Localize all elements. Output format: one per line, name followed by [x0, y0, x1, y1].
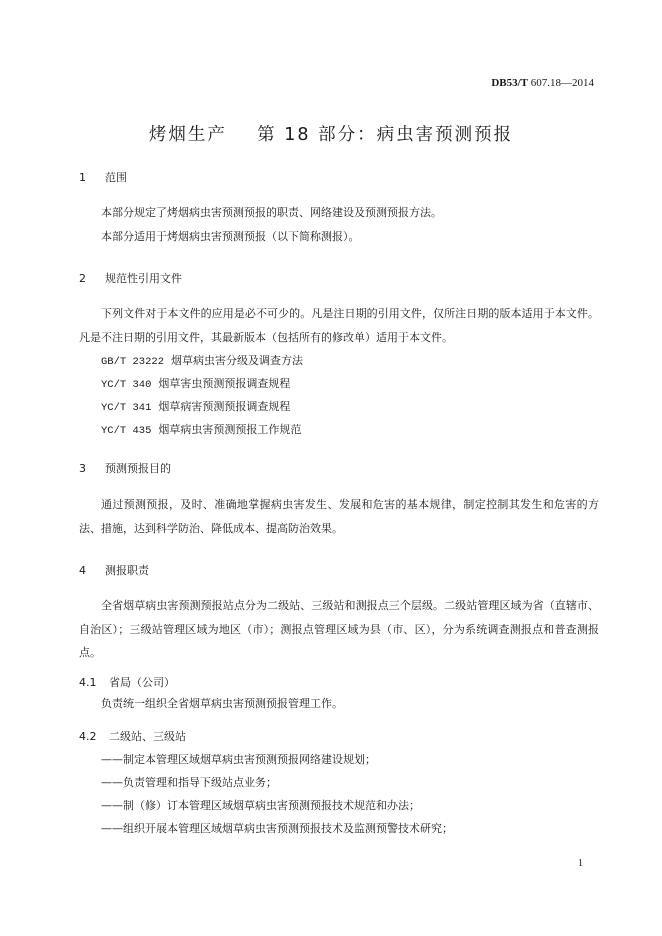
subsection-4-1-heading	[79, 674, 175, 690]
section-number: 4	[79, 564, 86, 577]
section-title: 测报职责	[105, 564, 149, 577]
paragraph: 全省烟草病虫害预测预报站点分为二级站、三级站和测报点三个层级。二级站管理区域为省（直辖市、自治区）；三级站管理区域为地区（市）；测报点管理区域为县（市、区），分为系统调查测报点和普查测报点。	[79, 599, 599, 659]
reference-item	[101, 375, 290, 391]
paragraph: 下列文件对于本文件的应用是必不可少的。凡是注日期的引用文件，仅所注日期的版本适用于本文件。凡是不注日期的引用文件，其最新版本（包括所有的修改单）适用于本文件。	[79, 307, 599, 344]
paragraph: 本部分适用于烤烟病虫害预测预报（以下简称测报）。	[101, 229, 360, 243]
standard-number	[491, 77, 594, 89]
section-3-heading	[79, 460, 171, 476]
reference-item	[101, 398, 290, 414]
dash-list-item: ——制定本管理区域烟草病虫害预测预报网络建设规划；	[101, 753, 376, 766]
paragraph: 通过预测预报，及时、准确地掌握病虫害发生、发展和危害的基本规律，制定控制其发生和危害的方法、措施，达到科学防治、降低成本、提高防治效果。	[79, 498, 599, 535]
section-2-heading	[79, 270, 182, 286]
section-4-heading	[79, 562, 149, 578]
subsection-4-1-body	[79, 692, 599, 716]
reference-title: 烟草病虫害分级及调查方法	[171, 354, 304, 367]
dash-list-item: ——制（修）订本管理区域烟草病虫害预测预报技术规范和办法；	[101, 799, 420, 812]
paragraph: 本部分规定了烤烟病虫害预测预报的职责、网络建设及预测预报方法。	[101, 206, 442, 219]
dash-list-item: ——负责管理和指导下级站点业务；	[101, 776, 277, 789]
subsection-4-2-heading	[79, 728, 186, 744]
section-2-body	[79, 302, 599, 349]
section-4-body	[79, 594, 599, 665]
reference-code: YC/T 341	[101, 402, 152, 414]
standard-prefix: DB53/T	[491, 77, 528, 89]
section-title: 预测预报目的	[105, 462, 171, 475]
reference-title: 烟草病虫害预测预报工作规范	[158, 423, 302, 436]
section-number: 3	[79, 462, 86, 475]
standard-code: 607.18—2014	[528, 77, 594, 89]
reference-item	[101, 352, 303, 368]
section-title: 规范性引用文件	[105, 272, 182, 285]
section-number: 4.2	[79, 730, 97, 743]
reference-item	[101, 421, 301, 437]
section-3-body	[79, 493, 599, 540]
reference-title: 烟草害虫预测预报调查规程	[158, 377, 291, 390]
reference-code: YC/T 340	[101, 379, 152, 391]
reference-title: 烟草病害预测预报调查规程	[158, 400, 291, 413]
section-number: 4.1	[79, 676, 97, 689]
reference-code: GB/T 23222	[101, 356, 165, 368]
dash-list-item: ——组织开展本管理区域烟草病虫害预测预报技术及监测预警技术研究；	[101, 822, 453, 835]
section-title: 省局（公司）	[109, 676, 175, 689]
reference-code: YC/T 435	[101, 425, 152, 437]
section-number: 1	[79, 171, 86, 184]
section-1-heading	[79, 169, 127, 185]
page-number: 1	[578, 858, 583, 869]
section-1-body	[79, 201, 599, 248]
section-number: 2	[79, 272, 86, 285]
section-title: 范围	[105, 171, 127, 184]
document-title: 烤烟生产 第 18 部分：病虫害预测预报	[148, 125, 514, 145]
paragraph: 负责统一组织全省烟草病虫害预测预报管理工作。	[101, 697, 343, 710]
section-title: 二级站、三级站	[109, 730, 186, 743]
